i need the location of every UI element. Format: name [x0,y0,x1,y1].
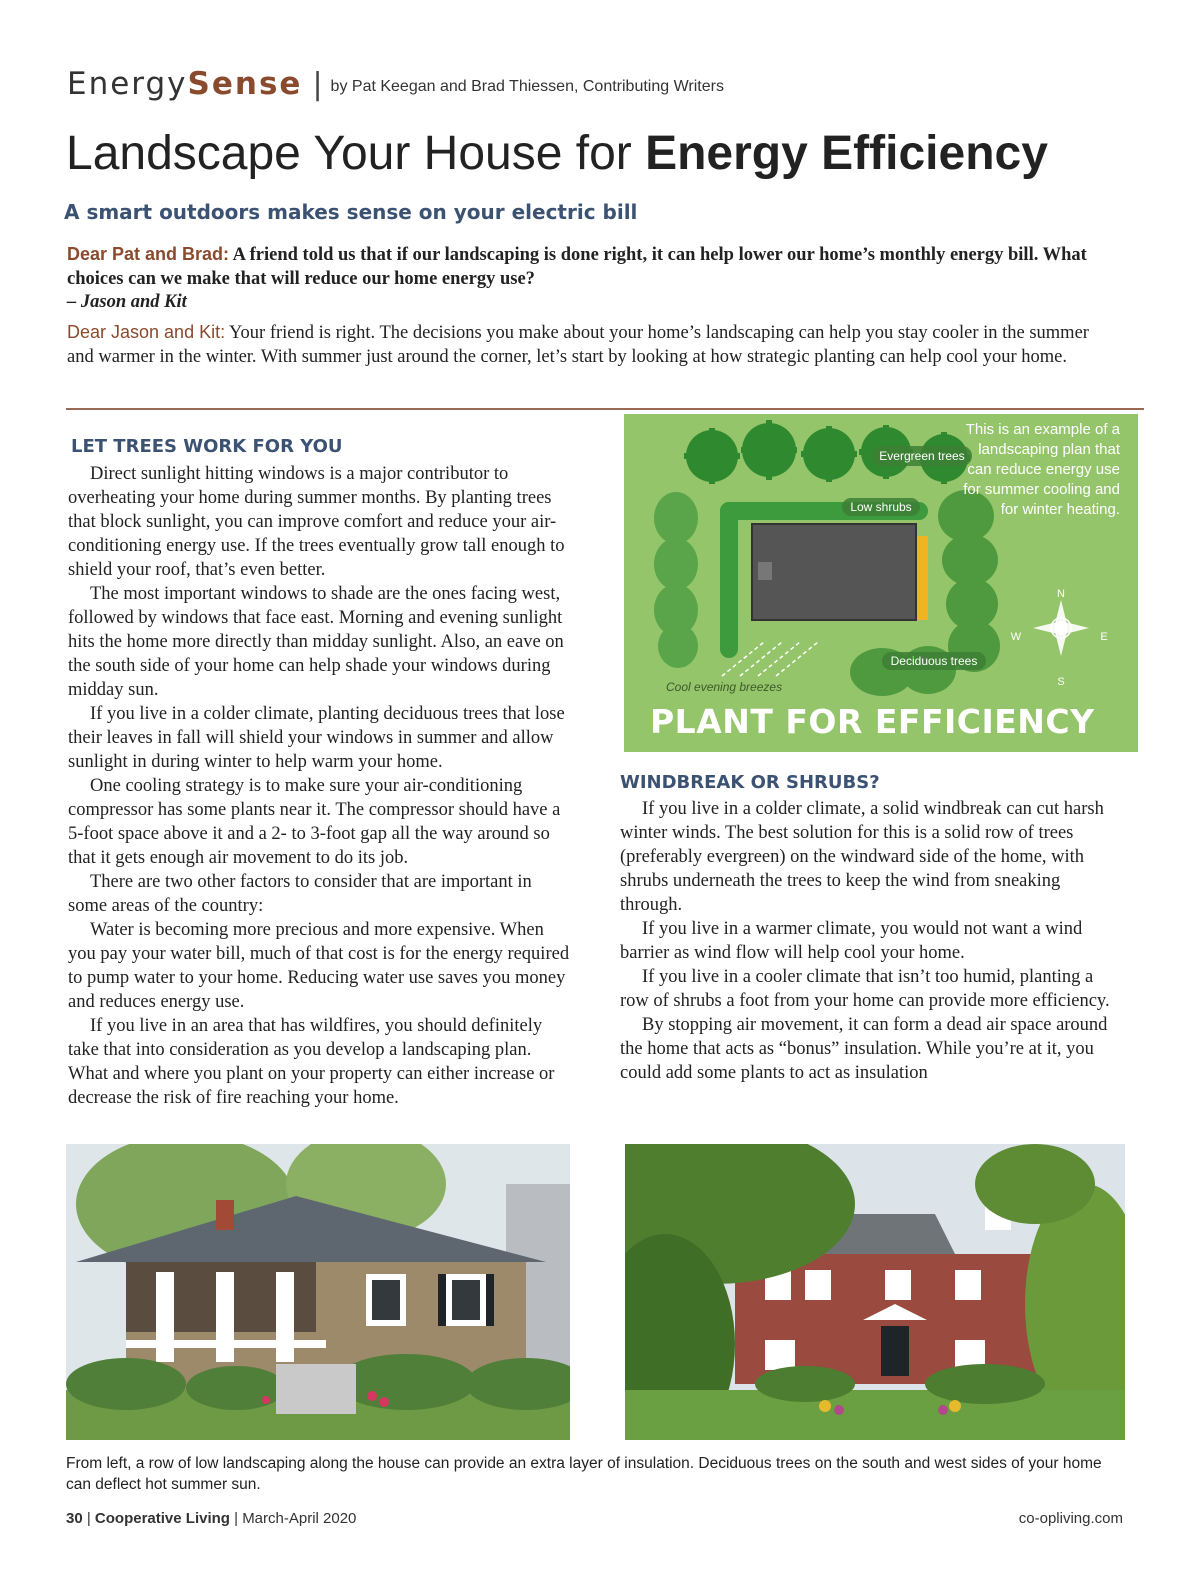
reader-question [67,242,1107,291]
label-low-shrubs: Low shrubs [850,500,912,514]
bungalow-illustration [66,1144,570,1440]
magazine-name: Cooperative Living [94,1510,230,1527]
page-footer [66,1510,356,1527]
paragraph: If you live in an area that has wildfires, you should definitely take that into consideration as you develop a landscaping plan. What and where you plant on your property can either increase or decrease the risk of fire reaching your home. [68,1016,555,1108]
section-heading-trees: LET TREES WORK FOR YOU [71,436,343,457]
paragraph: Direct sunlight hitting windows is a major contributor to overheating your home during summer months. By planting trees that block sunlight, you can improve comfort and reduce your air-conditioning energy use. If the trees eventually grow tall enough to shield your roof, that’s even better. [68,464,565,580]
landscaping-infographic [624,414,1138,752]
section-heading-windbreak: WINDBREAK OR SHRUBS? [620,772,880,793]
low-shrub-column [720,502,738,658]
title-lead: Landscape Your House for [66,127,646,180]
brand-prefix: Energy [67,66,188,102]
footer-separator: | [229,1510,243,1527]
paragraph: Water is becoming more precious and more expensive. When you pay your water bill, much of that cost is for the energy required to pump water to your home. Reducing water use saves you money and reduces energy use. [68,920,570,1012]
infographic-title: PLANT FOR EFFICIENCY [650,702,1095,741]
paragraph: There are two other factors to consider that are important in some areas of the country: [68,872,532,916]
house-roof [752,524,916,620]
label-breezes: Cool evening breezes [666,680,783,694]
issue-date: March-April 2020 [242,1510,357,1527]
compass-w: W [1010,631,1022,643]
brick-house-illustration [625,1144,1125,1440]
compass-rose-icon [1011,588,1108,688]
brick-house-photo [625,1144,1125,1440]
byline: by Pat Keegan and Brad Thiessen, Contributing Writers [330,78,724,95]
brand-suffix: Sense [187,66,303,102]
photo-caption: From left, a row of low landscaping along the house can provide an extra layer of insulation. Deciduous trees on the south and west sides of your home can deflect hot summer sun. [66,1455,1102,1493]
answer-salutation: Dear Jason and Kit: [67,322,226,342]
compass-n: N [1057,588,1065,600]
writer-answer [67,320,1102,369]
paragraph: If you live in a cooler climate that isn’t too humid, planting a row of shrubs a foot from your home can provide more efficiency. [620,967,1110,1011]
compass-s: S [1057,676,1065,688]
paragraph: One cooling strategy is to make sure your air-conditioning compressor has some plants near it. The compressor should have a 5-foot space above it and a 2- to 3-foot gap all the way around so that it gets enough air movement to do its job. [68,776,561,868]
section-divider [66,408,1144,410]
bungalow-photo [66,1144,570,1440]
paragraph: If you live in a colder climate, a solid windbreak can cut harsh winter winds. The best solution for this is a solid row of trees (preferably evergreen) on the windward side of the home, with shrubs underneath the trees to keep the wind from sneaking through. [620,799,1104,915]
left-tree-column [654,492,698,668]
column-right [620,797,1125,1085]
paragraph: By stopping air movement, it can form a dead air space around the home that acts as “bonus” insulation. While you’re at it, you could add some plants to act as insulation [620,1015,1108,1083]
masthead [67,66,724,102]
label-deciduous: Deciduous trees [890,654,978,668]
masthead-separator: | [312,67,323,102]
ac-unit [758,562,772,580]
question-text: A friend told us that if our landscaping is done right, it can help lower our home’s monthly energy bill. What choices can we make that will reduce our home energy use? [67,245,1087,289]
answer-text: Your friend is right. The decisions you make about your home’s landscaping can help you stay cooler in the summer and warmer in the winter. With summer just around the corner, let’s start by looking at how strategic planting can help cool your home. [67,323,1089,367]
compass-e: E [1100,631,1108,643]
question-salutation: Dear Pat and Brad: [67,244,230,264]
paragraph: The most important windows to shade are the ones facing west, followed by windows that face east. Morning and evening sunlight hits the home more directly than midday sunlight. Also, an eave on the south side of your home can help shade your windows during midday sun. [68,584,564,700]
footer-separator: | [82,1510,95,1527]
column-left [68,462,574,1110]
infographic-note: This is an example of a landscaping plan that can reduce energy use for summer cooling and for winter heating. [963,421,1120,518]
article-deck: A smart outdoors makes sense on your electric bill [64,200,638,224]
article-title [66,126,1048,181]
label-evergreen: Evergreen trees [879,449,965,463]
sunlit-wall [916,536,928,620]
question-signature: – Jason and Kit [67,292,187,312]
paragraph: If you live in a warmer climate, you would not want a wind barrier as wind flow will help cool your home. [620,919,1083,963]
website-url: co-opliving.com [1018,1510,1123,1527]
paragraph: If you live in a colder climate, planting deciduous trees that lose their leaves in fall will shield your windows in summer and allow sunlight in during winter to help warm your home. [68,704,565,772]
title-emphasis: Energy Efficiency [645,127,1048,180]
page-number: 30 [66,1510,83,1527]
